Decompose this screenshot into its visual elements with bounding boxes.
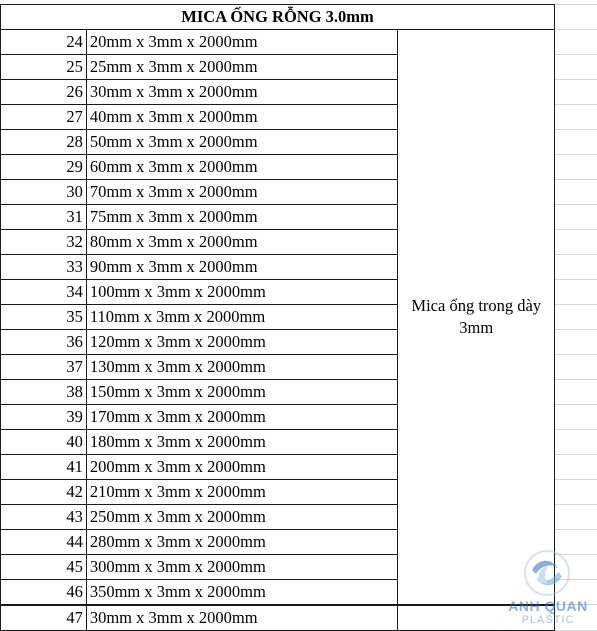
row-number[interactable]: 45 xyxy=(1,555,87,580)
empty-cell[interactable] xyxy=(555,230,597,255)
row-number[interactable]: 33 xyxy=(1,255,87,280)
empty-cell[interactable] xyxy=(555,180,597,205)
row-number[interactable]: 24 xyxy=(1,30,87,55)
empty-cell[interactable] xyxy=(555,80,597,105)
empty-cell[interactable] xyxy=(555,430,597,455)
empty-cell[interactable] xyxy=(555,305,597,330)
row-number[interactable]: 31 xyxy=(1,205,87,230)
row-number[interactable]: 28 xyxy=(1,130,87,155)
size-cell[interactable]: 150mm x 3mm x 2000mm xyxy=(86,380,398,405)
size-cell[interactable]: 250mm x 3mm x 2000mm xyxy=(86,505,398,530)
empty-cell[interactable] xyxy=(555,280,597,305)
watermark-logo xyxy=(500,546,596,630)
logo-sub-text: PLASTIC xyxy=(521,614,575,626)
empty-cell[interactable] xyxy=(555,480,597,505)
size-cell[interactable]: 100mm x 3mm x 2000mm xyxy=(86,280,398,305)
empty-cell[interactable] xyxy=(555,405,597,430)
row-number[interactable]: 40 xyxy=(1,430,87,455)
size-cell[interactable]: 110mm x 3mm x 2000mm xyxy=(86,305,398,330)
row-number[interactable]: 46 xyxy=(1,580,87,605)
row-number[interactable]: 34 xyxy=(1,280,87,305)
row-number[interactable]: 25 xyxy=(1,55,87,80)
section-title: MICA ỐNG RỖNG 3.0mm xyxy=(1,5,555,30)
row-number[interactable]: 32 xyxy=(1,230,87,255)
row-number[interactable]: 26 xyxy=(1,80,87,105)
empty-cell[interactable] xyxy=(555,155,597,180)
row-number[interactable]: 42 xyxy=(1,480,87,505)
table-row xyxy=(1,30,597,55)
empty-cell[interactable] xyxy=(555,505,597,530)
size-cell[interactable]: 30mm x 3mm x 2000mm xyxy=(86,80,398,105)
row-number[interactable]: 43 xyxy=(1,505,87,530)
size-cell[interactable]: 20mm x 3mm x 2000mm xyxy=(86,30,398,55)
row-number[interactable]: 29 xyxy=(1,155,87,180)
empty-cell[interactable] xyxy=(555,130,597,155)
row-number[interactable]: 36 xyxy=(1,330,87,355)
size-cell[interactable]: 300mm x 3mm x 2000mm xyxy=(86,555,398,580)
row-number[interactable]: 30 xyxy=(1,180,87,205)
empty-cell[interactable] xyxy=(555,380,597,405)
empty-cell[interactable] xyxy=(555,205,597,230)
row-number[interactable]: 47 xyxy=(1,605,87,631)
size-cell[interactable]: 90mm x 3mm x 2000mm xyxy=(86,255,398,280)
header-row xyxy=(1,5,597,30)
description-cell[interactable]: Mica ống trong dày 3mm xyxy=(398,30,555,605)
row-number[interactable]: 35 xyxy=(1,305,87,330)
empty-cell[interactable] xyxy=(555,5,597,30)
size-cell[interactable]: 70mm x 3mm x 2000mm xyxy=(86,180,398,205)
size-cell[interactable]: 350mm x 3mm x 2000mm xyxy=(86,580,398,605)
price-table xyxy=(0,4,597,631)
size-cell[interactable]: 40mm x 3mm x 2000mm xyxy=(86,105,398,130)
size-cell[interactable]: 180mm x 3mm x 2000mm xyxy=(86,430,398,455)
row-number[interactable]: 38 xyxy=(1,380,87,405)
size-cell[interactable]: 30mm x 3mm x 2000mm xyxy=(86,605,398,631)
empty-cell[interactable] xyxy=(555,30,597,55)
size-cell[interactable]: 280mm x 3mm x 2000mm xyxy=(86,530,398,555)
empty-cell[interactable] xyxy=(555,455,597,480)
row-number[interactable]: 37 xyxy=(1,355,87,380)
empty-cell[interactable] xyxy=(555,55,597,80)
empty-cell[interactable] xyxy=(555,255,597,280)
empty-cell[interactable] xyxy=(555,330,597,355)
size-cell[interactable]: 120mm x 3mm x 2000mm xyxy=(86,330,398,355)
size-cell[interactable]: 75mm x 3mm x 2000mm xyxy=(86,205,398,230)
size-cell[interactable]: 80mm x 3mm x 2000mm xyxy=(86,230,398,255)
size-cell[interactable]: 25mm x 3mm x 2000mm xyxy=(86,55,398,80)
logo-brand-text: ANH QUAN xyxy=(508,598,588,614)
size-cell[interactable]: 210mm x 3mm x 2000mm xyxy=(86,480,398,505)
size-cell[interactable]: 130mm x 3mm x 2000mm xyxy=(86,355,398,380)
row-number[interactable]: 41 xyxy=(1,455,87,480)
size-cell[interactable]: 170mm x 3mm x 2000mm xyxy=(86,405,398,430)
row-number[interactable]: 44 xyxy=(1,530,87,555)
size-cell[interactable]: 50mm x 3mm x 2000mm xyxy=(86,130,398,155)
anh-quan-logo-icon xyxy=(522,548,572,598)
size-cell[interactable]: 60mm x 3mm x 2000mm xyxy=(86,155,398,180)
empty-cell[interactable] xyxy=(555,105,597,130)
row-number[interactable]: 27 xyxy=(1,105,87,130)
row-number[interactable]: 39 xyxy=(1,405,87,430)
empty-cell[interactable] xyxy=(555,355,597,380)
size-cell[interactable]: 200mm x 3mm x 2000mm xyxy=(86,455,398,480)
